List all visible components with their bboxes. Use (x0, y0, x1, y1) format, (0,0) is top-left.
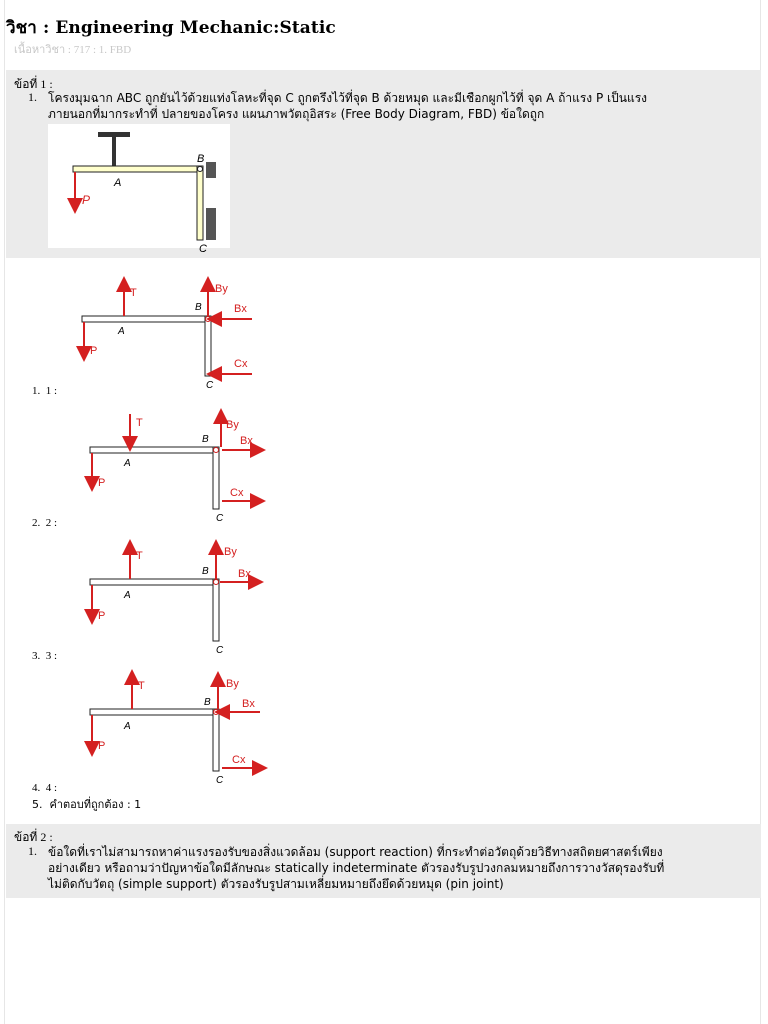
wall-c (206, 208, 216, 240)
label-by: By (215, 283, 228, 295)
beam-ab (82, 316, 210, 322)
beam-ab (90, 709, 218, 715)
label-b: B (204, 697, 211, 708)
question-1-text (48, 90, 758, 122)
question-2-text-line-2: อย่างเดียว หรือถามว่าปัญหาข้อใดมีลักษณะ statically indeterminate ตัวรองรับรูปวงกลมหมายถึงการวางวัสดุรองรับที่ (48, 861, 665, 875)
pin-b (214, 580, 219, 585)
page-title: วิชา : Engineering Mechanic:Static (6, 18, 336, 38)
frame-diagram (48, 124, 230, 255)
beam-bc (197, 166, 203, 240)
label-b: B (202, 566, 209, 577)
beam-ab (90, 579, 218, 585)
label-c: C (199, 243, 207, 255)
pin-b (198, 167, 203, 172)
question-1-number: 1. (28, 90, 37, 104)
page-subtitle: เนื้อหาวิชา : 717 : 1. FBD (14, 44, 132, 56)
question-2-text (48, 844, 758, 892)
label-cx: Cx (232, 754, 246, 766)
pin-b (214, 710, 219, 715)
beam-ab (90, 447, 218, 453)
label-by: By (226, 419, 239, 431)
option-1-diagram (64, 272, 264, 392)
label-c: C (216, 775, 224, 786)
label-t: T (130, 287, 137, 299)
option-4-label: 4 : (45, 782, 58, 794)
label-b: B (195, 302, 202, 313)
answer-number: 5. (32, 798, 43, 811)
label-p: P (90, 345, 98, 357)
beam-bc (213, 447, 219, 509)
label-cx: Cx (230, 487, 244, 499)
option-2-label: 2 : (45, 517, 58, 529)
label-p: P (98, 477, 106, 489)
label-a: A (114, 177, 122, 189)
label-c: C (216, 513, 224, 524)
rod-support (112, 134, 116, 166)
label-c: C (216, 645, 224, 656)
option-4[interactable] (32, 782, 57, 794)
label-b: B (197, 153, 205, 165)
option-3-diagram (64, 537, 264, 657)
label-a: A (124, 590, 131, 601)
beam-ab (73, 166, 203, 172)
question-1-figure (48, 124, 230, 255)
option-2-number: 2. (32, 517, 41, 529)
answer-text: คำตอบที่ถูกต้อง : 1 (49, 798, 142, 811)
label-t: T (138, 680, 145, 692)
option-2[interactable] (32, 517, 57, 529)
label-by: By (224, 546, 237, 558)
question-2-panel (6, 824, 761, 898)
label-bx: Bx (238, 568, 251, 580)
option-1-label: 1 : (45, 385, 58, 397)
option-3-number: 3. (32, 650, 41, 662)
question-2-text-line-1: ข้อใดที่เราไม่สามารถหาค่าแรงรองรับของสิ่งแวดล้อม (support reaction) ที่กระทำต่อวัตถุด้วยวิธีทางสถิตยศาสตร์เพียง (48, 845, 663, 859)
wall-b (206, 162, 216, 178)
pin-b (206, 317, 211, 322)
label-bx: Bx (234, 303, 247, 315)
label-bx: Bx (240, 435, 253, 447)
option-4-diagram (64, 669, 264, 789)
label-t: T (136, 550, 143, 562)
beam-bc (213, 579, 219, 641)
rod-cap (98, 132, 130, 137)
label-a: A (124, 721, 131, 732)
question-2-label: ข้อที่ 2 : (14, 830, 53, 844)
pin-b (214, 448, 219, 453)
question-1-text-line-1: โครงมุมฉาก ABC ถูกยันไว้ด้วยแท่งโลหะที่จุด C ถูกตรึงไว้ที่จุด B ด้วยหมุด และมีเชือกผูกไว้ที่ จุด A ถ้าแรง P เป็นแรง (48, 91, 647, 105)
label-p: P (82, 193, 91, 207)
beam-bc (213, 709, 219, 771)
option-3[interactable] (32, 650, 57, 662)
option-2-diagram (64, 404, 264, 524)
option-3-label: 3 : (45, 650, 58, 662)
label-p: P (98, 610, 106, 622)
option-1-number: 1. (32, 385, 41, 397)
label-c: C (206, 380, 214, 391)
correct-answer (32, 795, 141, 813)
option-4-number: 4. (32, 782, 41, 794)
label-cx: Cx (234, 358, 248, 370)
label-a: A (124, 458, 131, 469)
label-bx: Bx (242, 698, 255, 710)
question-2-number: 1. (28, 844, 37, 858)
label-by: By (226, 678, 239, 690)
question-2-text-line-3: ไม่ติดกับวัตถุ (simple support) ตัวรองรับรูปสามเหลี่ยมหมายถึงยึดด้วยหมุด (pin joint) (48, 877, 504, 891)
label-t: T (136, 417, 143, 429)
label-b: B (202, 434, 209, 445)
question-1-panel (6, 70, 761, 258)
beam-bc (205, 316, 211, 376)
label-a: A (118, 326, 125, 337)
question-1-text-line-2: ภายนอกที่มากระทำที่ ปลายของโครง แผนภาพวัตถุอิสระ (Free Body Diagram, FBD) ข้อใดถูก (48, 107, 545, 121)
question-1-label: ข้อที่ 1 : (14, 77, 53, 91)
option-1[interactable] (32, 385, 57, 397)
label-p: P (98, 740, 106, 752)
